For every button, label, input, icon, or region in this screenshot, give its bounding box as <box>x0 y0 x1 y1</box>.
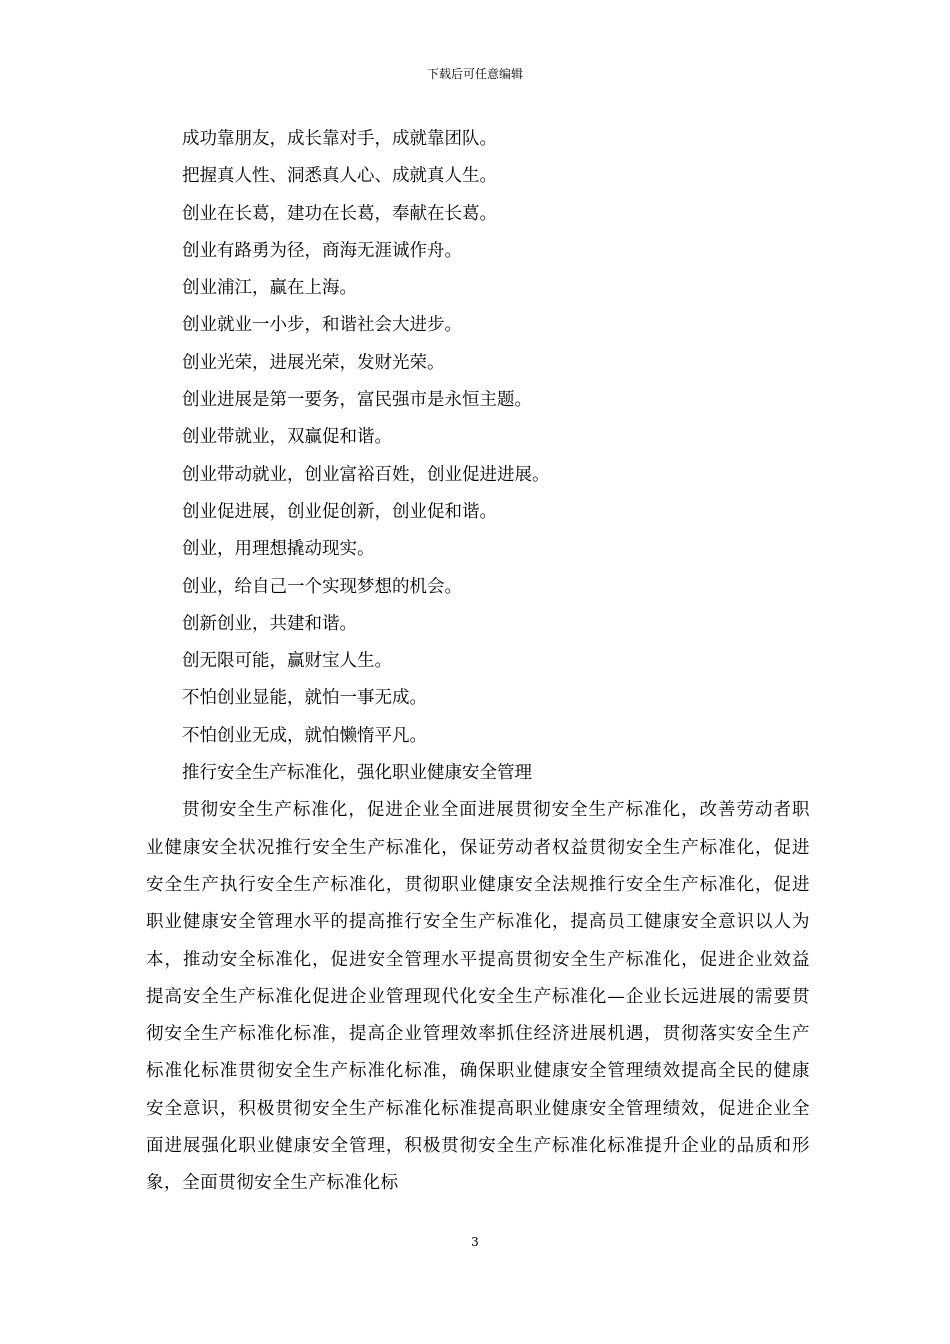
body-paragraph: 贯彻安全生产标准化，促进企业全面进展贯彻安全生产标准化，改善劳动者职业健康安全状况推行安全生产标准化，保证劳动者权益贯彻安全生产标准化，促进安全生产执行安全生产标准化，贯彻职业健康安全法规推行安全生产标准化，促进职业健康安全管理水平的提高推行安全生产标准化，提高员工健康安全意识以人为本，推动安全标准化，促进安全管理水平提高贯彻安全生产标准化，促进企业效益提高安全生产标准化促进企业管理现代化安全生产标准化—企业长远进展的需要贯彻安全生产标准化标准，提高企业管理效率抓住经济进展机遇，贯彻落实安全生产标准化标准贯彻安全生产标准化标准，确保职业健康安全管理绩效提高全民的健康安全意识，积极贯彻安全生产标准化标准提高职业健康安全管理绩效，促进企业全面进展强化职业健康安全管理，积极贯彻安全生产标准化标准提升企业的品质和形象，全面贯彻安全生产标准化标 <box>146 800 810 1194</box>
page-header-note: 下载后可任意编辑 <box>426 67 523 81</box>
document-body <box>146 121 810 1203</box>
slogan-line: 创业带动就业，创业富裕百姓，创业促进进展。 <box>182 464 550 485</box>
slogan-line: 创业有路勇为径，商海无涯诚作舟。 <box>182 240 462 261</box>
slogan-line: 创业光荣，进展光荣，发财光荣。 <box>182 352 445 373</box>
section-heading: 推行安全生产标准化，强化职业健康安全管理 <box>182 763 532 784</box>
slogan-line: 创业就业一小步，和谐社会大进步。 <box>182 315 462 336</box>
slogan-line: 成功靠朋友，成长靠对手，成就靠团队。 <box>182 129 497 149</box>
page-number: 3 <box>471 1235 479 1249</box>
slogan-list <box>146 121 810 792</box>
slogan-line: 创业浦江，赢在上海。 <box>182 278 357 299</box>
slogan-line: 把握真人性、洞悉真人心、成就真人生。 <box>182 166 497 187</box>
slogan-line: 不怕创业显能，就怕一事无成。 <box>182 688 427 709</box>
slogan-line: 不怕创业无成，就怕懒惰平凡。 <box>182 725 427 746</box>
slogan-line: 创业促进展，创业促创新，创业促和谐。 <box>182 501 497 522</box>
slogan-line: 创无限可能，赢财宝人生。 <box>182 651 392 672</box>
slogan-line: 创业，给自己一个实现梦想的机会。 <box>182 576 462 597</box>
slogan-line: 创业在长葛，建功在长葛，奉献在长葛。 <box>182 203 497 224</box>
slogan-line: 创新创业，共建和谐。 <box>182 613 357 634</box>
slogan-line: 创业，用理想撬动现实。 <box>182 539 375 560</box>
slogan-line: 创业进展是第一要务，富民强市是永恒主题。 <box>182 390 532 411</box>
slogan-line: 创业带就业，双赢促和谐。 <box>182 427 392 448</box>
